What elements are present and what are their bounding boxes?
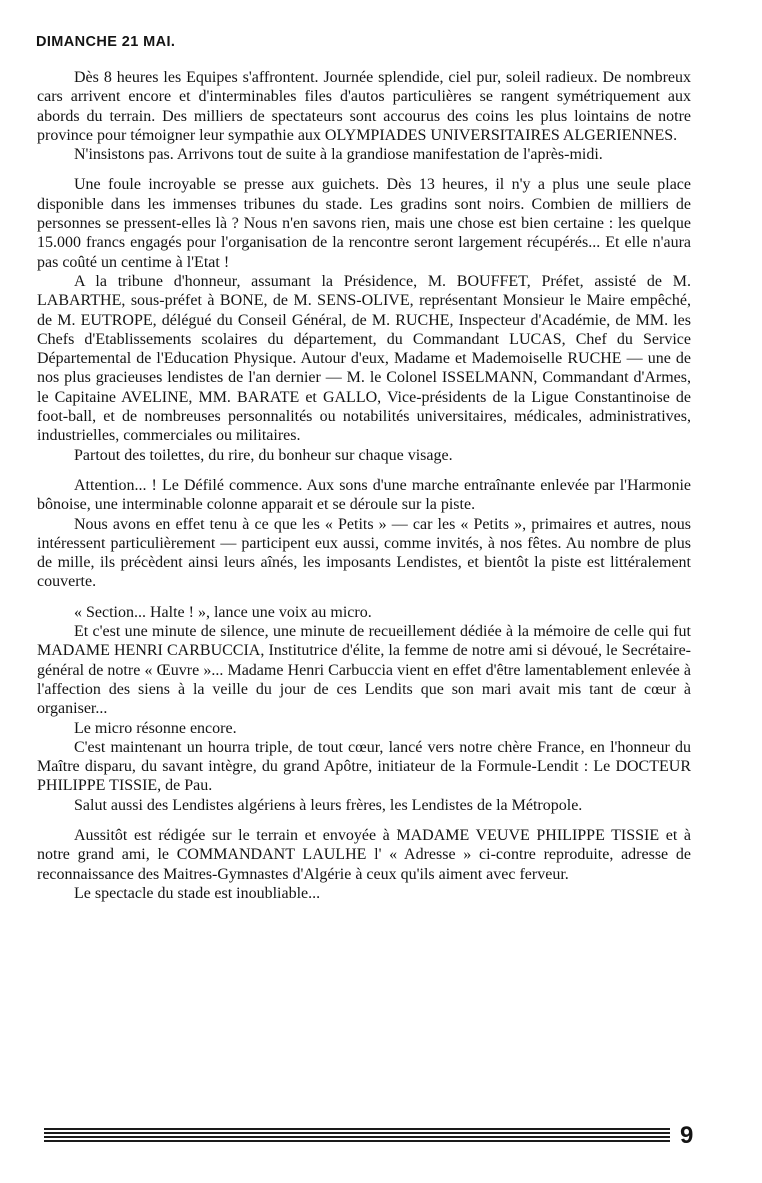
- paragraph: N'insistons pas. Arrivons tout de suite à la grandiose manifestation de l'après-midi.: [74, 146, 603, 164]
- paragraph: Attention... ! Le Défilé commence. Aux sons d'une marche entraînante enlevée par l'Harmonie bônoise, une interminable colonne apparait et se déroule sur la piste.: [37, 476, 691, 514]
- page-header: DIMANCHE 21 MAI.: [36, 34, 176, 50]
- footer-rule-lines: [44, 1128, 670, 1144]
- footer-rule: [44, 1128, 670, 1130]
- paragraph: Dès 8 heures les Equipes s'affrontent. Journée splendide, ciel pur, soleil radieux. De nombreux cars arrivent encore et d'interminables files d'autos particulières se rangent symétriquement aux abords du terrain. Des milliers de spectateurs sont accourus des coins les plus lointains de notre province pour témoigner leur sympathie aux OLYMPIADES UNIVERSITAIRES ALGERIENNES.: [37, 69, 691, 144]
- page-number: 9: [680, 1122, 694, 1149]
- paragraph: C'est maintenant un hourra triple, de tout cœur, lancé vers notre chère France, en l'honneur du Maître disparu, du savant intègre, du grand Apôtre, initiateur de la Formule-Lendit : Le DOCTEUR PHILIPPE TISSIE, de Pau.: [37, 738, 691, 795]
- paragraph: Nous avons en effet tenu à ce que les « Petits » — car les « Petits », primaires et autres, nous intéressent particulièrement — participent eux aussi, comme invités, à nos fêtes. Au nombre de plus de mille, ils précèdent ainsi leurs aînés, les imposants Lendistes, et bientôt la piste est littéralement couverte.: [37, 515, 691, 591]
- paragraph: Le micro résonne encore.: [74, 719, 237, 737]
- paragraph: Le spectacle du stade est inoubliable...: [74, 884, 321, 902]
- paragraph: « Section... Halte ! », lance une voix au micro.: [74, 603, 372, 621]
- paragraph: Aussitôt est rédigée sur le terrain et envoyée à MADAME VEUVE PHILIPPE TISSIE et à notre grand ami, le COMMANDANT LAULHE l' « Adresse » ci-contre reproduite, adresse de reconnaissance des Maitres-Gymnastes d'Algérie à ceux qu'ils aiment avec ferveur.: [37, 826, 691, 883]
- footer-rule: [44, 1136, 670, 1138]
- paragraph: Une foule incroyable se presse aux guichets. Dès 13 heures, il n'y a plus une seule place disponible dans les immenses tribunes du stade. Les gradins sont noirs. Combien de milliers de personnes se pressent-elles là ? Nous n'en savons rien, mais une chose est bien certaine : les quelque 15.000 francs engagés pour l'organisation de la rencontre seront largement récupérés... Et elle n'aura pas coûté un centime à l'Etat !: [37, 176, 691, 271]
- footer-rule: [44, 1132, 670, 1134]
- footer-rule: [44, 1140, 670, 1142]
- paragraph: Salut aussi des Lendistes algériens à leurs frères, les Lendistes de la Métropole.: [74, 796, 583, 814]
- paragraph: Et c'est une minute de silence, une minute de recueillement dédiée à la mémoire de celle qui fut MADAME HENRI CARBUCCIA, Institutrice d'élite, la femme de notre ami si dévoué, le Secrétaire-général de notre « Œuvre »... Madame Henri Carbuccia vient en effet d'être lamentablement enlevée à l'affection des siens à la veille du jour de ces Lendits que son mari avait mis tant de cœur à organiser...: [37, 623, 691, 718]
- paragraph: Partout des toilettes, du rire, du bonheur sur chaque visage.: [74, 446, 453, 464]
- article-body: [37, 68, 691, 903]
- paragraph: A la tribune d'honneur, assumant la Présidence, M. BOUFFET, Préfet, assisté de M. LABARTHE, sous-préfet à BONE, de M. SENS-OLIVE, représentant Monsieur le Maire empêché, de M. EUTROPE, délégué du Conseil Général, de M. RUCHE, Inspecteur d'Académie, de MM. les Chefs d'Etablissements scolaires du département, du Commandant LUCAS, Chef du Service Départemental de l'Education Physique. Autour d'eux, Madame et Mademoiselle RUCHE — une de nos plus gracieuses lendistes de l'an dernier — M. le Colonel ISSELMANN, Commandant d'Armes, le Capitaine AVELINE, MM. BARATE et GALLO, Vice-présidents de la Ligue Constantinoise de foot-ball, et de nombreuses personnalités ou notabilités universitaires, médicales, administratives, industrielles, commerciales ou militaires.: [37, 272, 691, 445]
